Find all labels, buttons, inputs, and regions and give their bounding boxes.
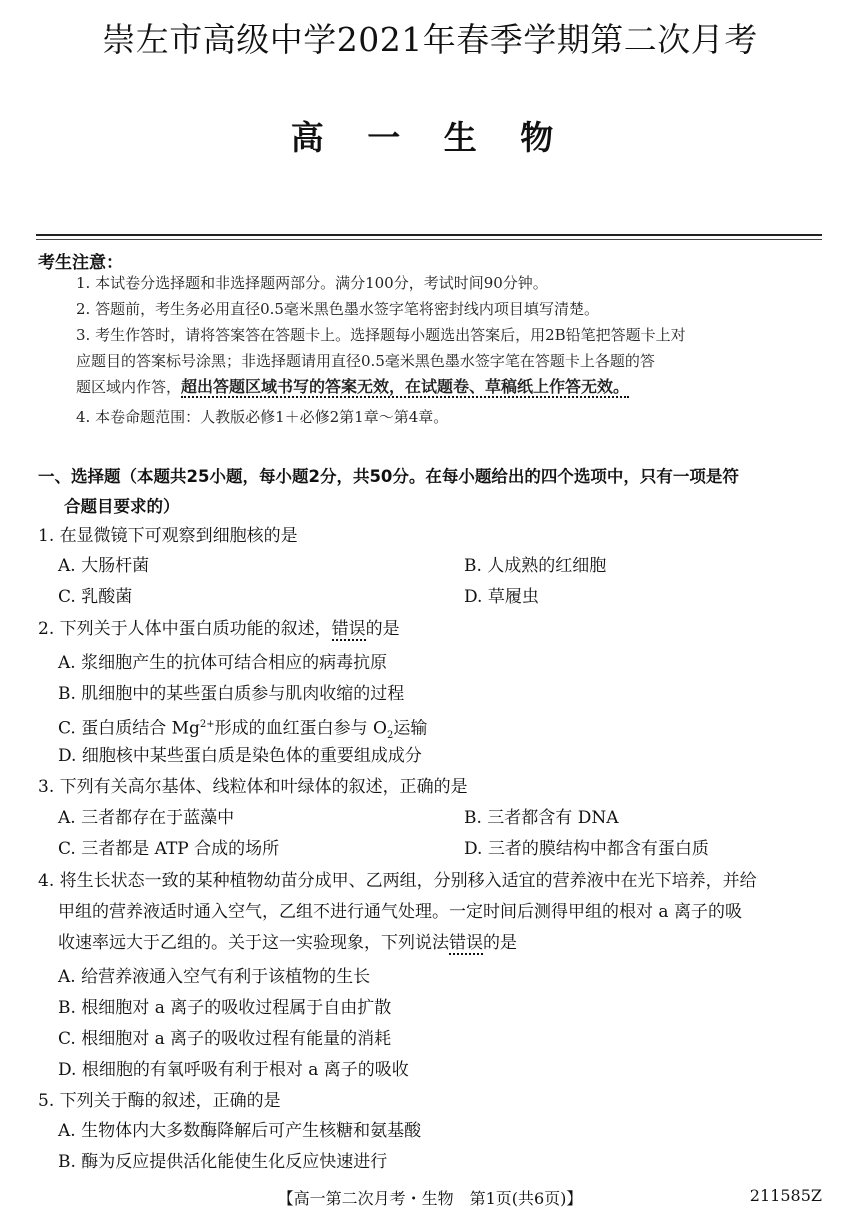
q2-option-d: D. 细胞核中某些蛋白质是染色体的重要组成成分 [58,746,422,766]
page-footer: 【高一第二次月考・生物 第1页(共6页)】 [277,1189,583,1208]
question-4-stem-line1: 4. 将生长状态一致的某种植物幼苗分成甲、乙两组，分别移入适宜的营养液中在光下培养，并给 [38,871,757,891]
q2-stem-pre: 2. 下列关于人体中蛋白质功能的叙述， [38,619,332,639]
question-2-stem [38,614,400,644]
question-5-stem: 5. 下列关于酶的叙述，正确的是 [38,1091,281,1111]
section-heading-cont: 合题目要求的） [64,497,180,516]
q3-option-b: B. 三者都含有 DNA [464,808,619,828]
q5-option-b: B. 酶为反应提供活化能使生化反应快速进行 [58,1152,388,1172]
notice-item-3-cont: 应题目的答案标号涂黑；非选择题请用直径0.5毫米黑色墨水签字笔在答题卡上各题的答 [76,352,655,370]
notice-warning: 超出答题区域书写的答案无效，在试题卷、草稿纸上作答无效。 [181,377,630,396]
question-4-stem-line2: 甲组的营养液适时通入空气，乙组不进行通气处理。一定时间后测得甲组的根对 a 离子的吸 [58,902,742,922]
question-4-stem-line3 [58,928,517,958]
subject-title: 高 一 生 物 [290,118,570,157]
q2-option-c-pre: C. 蛋白质结合 Mg [58,718,200,739]
q4-option-d: D. 根细胞的有氧呼吸有利于根对 a 离子的吸收 [58,1060,409,1080]
q2-option-c-post: 运输 [393,718,428,739]
q3-option-c: C. 三者都是 ATP 合成的场所 [58,839,280,859]
notice-item-2: 2. 答题前，考生务必用直径0.5毫米黑色墨水签字笔将密封线内项目填写清楚。 [76,300,599,318]
q3-option-d: D. 三者的膜结构中都含有蛋白质 [464,839,709,859]
q2-option-b: B. 肌细胞中的某些蛋白质参与肌肉收缩的过程 [58,684,405,704]
q1-option-b: B. 人成熟的红细胞 [464,556,607,576]
section-heading: 一、选择题（本题共25小题，每小题2分，共50分。在每小题给出的四个选项中，只有一项是符 [38,467,739,486]
notice-item-3-tail: 题区域内作答， [76,378,182,396]
q2-option-c-mid: 形成的血红蛋白参与 O [214,718,387,739]
q4-option-c: C. 根细胞对 a 离子的吸收过程有能量的消耗 [58,1029,392,1049]
question-1-stem: 1. 在显微镜下可观察到细胞核的是 [38,526,298,546]
notice-item-3-end [76,376,826,398]
notice-item-1: 1. 本试卷分选择题和非选择题两部分。满分100分，考试时间90分钟。 [76,274,548,292]
q4-stem-pre: 收速率远大于乙组的。关于这一实验现象，下列说法 [58,933,449,953]
q5-option-a: A. 生物体内大多数酶降解后可产生核糖和氨基酸 [58,1121,422,1141]
paper-code: 211585Z [749,1186,822,1205]
exam-title: 崇左市高级中学2021年春季学期第二次月考 [102,20,758,59]
q1-option-a: A. 大肠杆菌 [58,556,150,576]
q4-option-b: B. 根细胞对 a 离子的吸收过程属于自由扩散 [58,998,392,1018]
q4-stem-post: 的是 [483,933,517,953]
q1-option-c: C. 乳酸菌 [58,587,133,607]
divider-top [36,234,822,236]
q2-stem-emphasis: 错误 [331,619,366,639]
question-3-stem: 3. 下列有关高尔基体、线粒体和叶绿体的叙述，正确的是 [38,777,468,797]
q2-option-c-sub: 2 [387,730,394,742]
q2-option-c-sup: 2+ [199,719,215,730]
notice-item-4: 4. 本卷命题范围：人教版必修1＋必修2第1章～第4章。 [76,408,449,426]
q2-option-a: A. 浆细胞产生的抗体可结合相应的病毒抗原 [58,653,388,673]
q2-stem-post: 的是 [365,619,400,639]
notice-heading: 考生注意： [38,253,123,273]
q1-option-d: D. 草履虫 [464,587,539,607]
q4-stem-emphasis: 错误 [449,933,483,953]
q4-option-a: A. 给营养液通入空气有利于该植物的生长 [58,967,371,987]
q3-option-a: A. 三者都存在于蓝藻中 [58,808,235,828]
divider-bottom [36,239,822,240]
notice-item-3: 3. 考生作答时，请将答案答在答题卡上。选择题每小题选出答案后，用2B铅笔把答题卡上对 [76,326,686,344]
